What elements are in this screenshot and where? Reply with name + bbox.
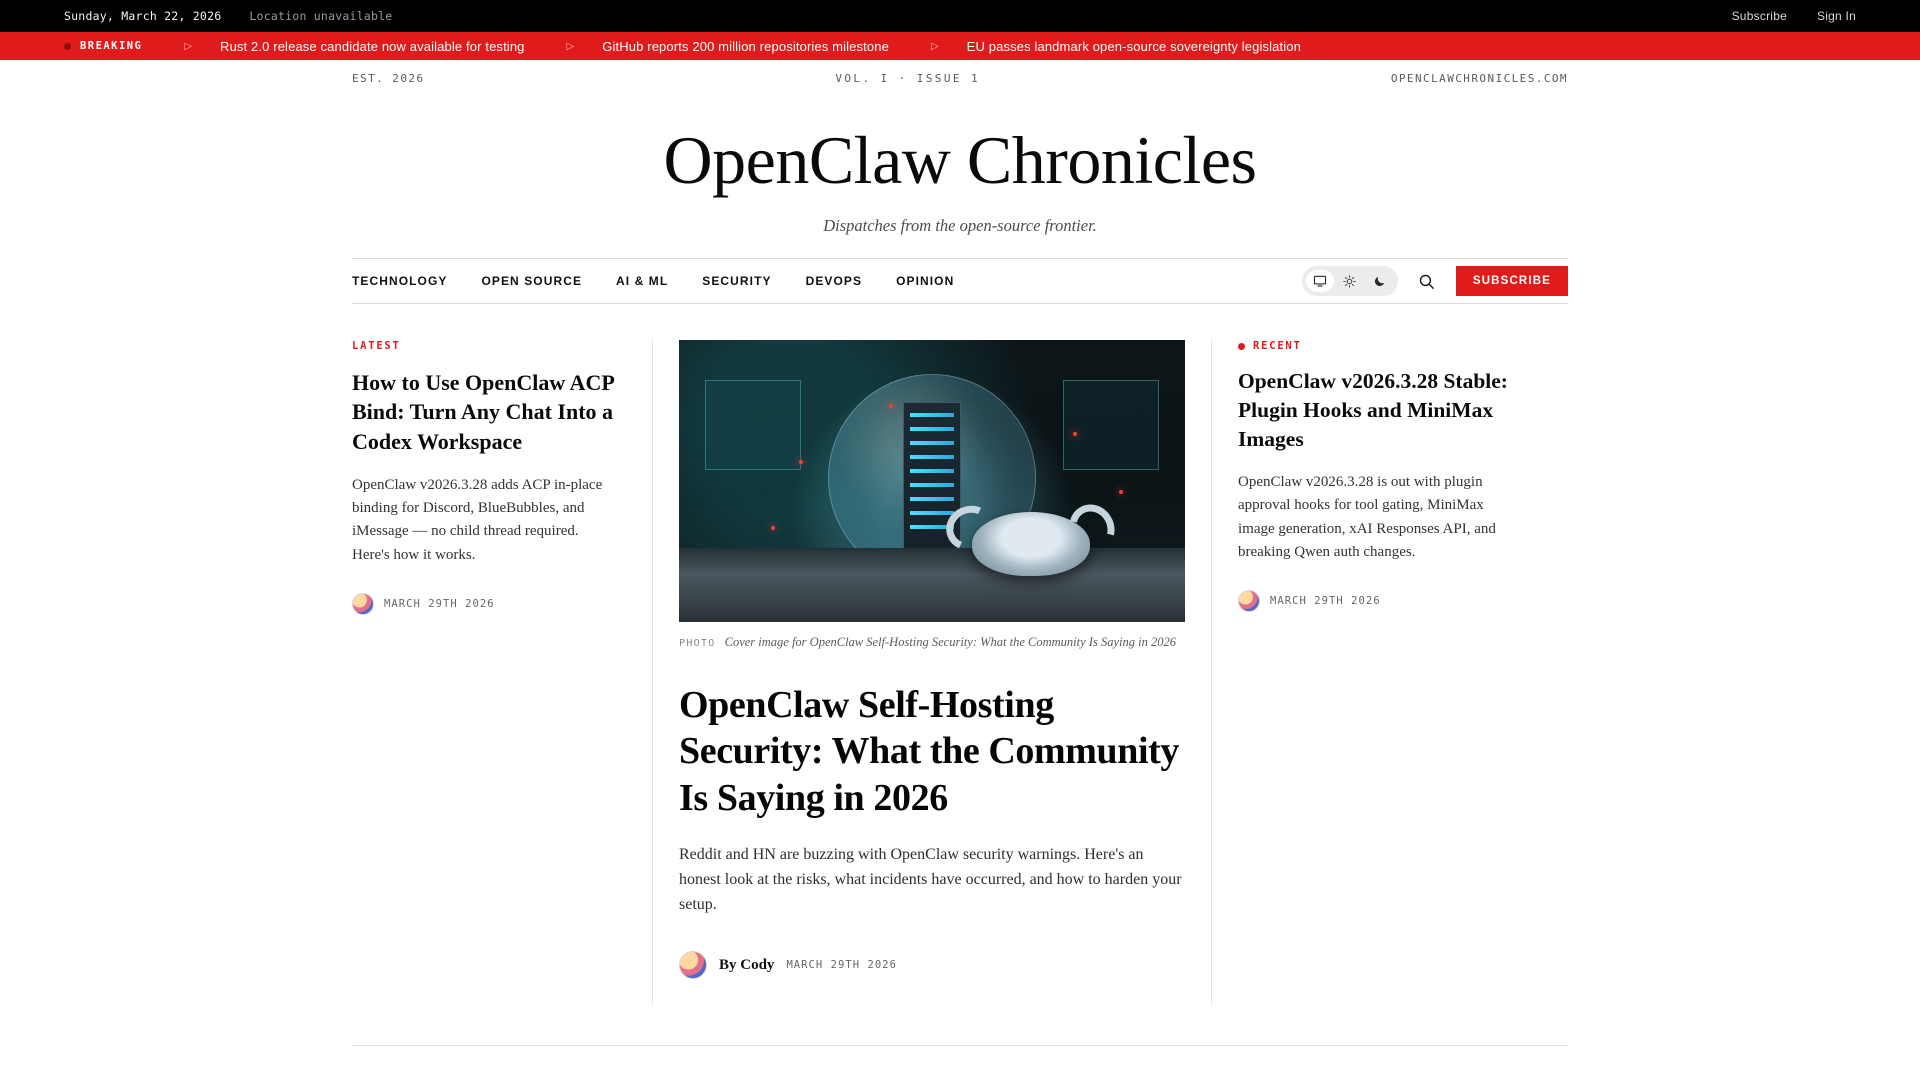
- location-status: Location unavailable: [249, 9, 393, 23]
- theme-system-option[interactable]: [1306, 270, 1334, 292]
- avatar: [679, 951, 707, 979]
- avatar: [1238, 590, 1260, 612]
- nav-item-security[interactable]: SECURITY: [702, 274, 772, 288]
- nav-item-devops[interactable]: DEVOPS: [805, 274, 863, 288]
- subscribe-button[interactable]: SUBSCRIBE: [1456, 266, 1568, 296]
- latest-byline: [352, 593, 620, 615]
- ticker-item[interactable]: EU passes landmark open-source sovereignty legislation: [966, 38, 1302, 54]
- spark-particle: [889, 404, 893, 408]
- feature-date: MARCH 29TH 2026: [786, 959, 898, 972]
- nav-item-ai-ml[interactable]: AI & ML: [616, 274, 669, 288]
- recent-kicker: [1238, 340, 1508, 352]
- latest-column: [352, 340, 652, 615]
- search-icon[interactable]: [1416, 270, 1438, 292]
- recent-dot-icon: [1238, 343, 1245, 350]
- theme-toggle[interactable]: [1302, 266, 1398, 296]
- masthead-meta: [352, 60, 1568, 96]
- image-caption: [679, 635, 1185, 650]
- tagline: Dispatches from the open-source frontier.: [823, 216, 1097, 235]
- main-nav: [352, 258, 1568, 304]
- ticker-item[interactable]: GitHub reports 200 million repositories milestone: [602, 38, 889, 54]
- site-domain-label: OPENCLAWCHRONICLES.COM: [1390, 71, 1568, 85]
- feature-author[interactable]: By Cody: [719, 956, 775, 973]
- volume-label: VOL. I · ISSUE 1: [835, 71, 980, 85]
- caption-text: Cover image for OpenClaw Self-Hosting Security: What the Community Is Saying in 2026: [724, 635, 1176, 649]
- recent-column: [1212, 340, 1508, 612]
- spark-particle: [771, 526, 775, 530]
- ticker-separator-icon: ▷: [184, 40, 193, 52]
- feature-byline: [679, 951, 1185, 1005]
- spark-particle: [1119, 490, 1123, 494]
- nav-links: [352, 274, 954, 288]
- breaking-news-ticker[interactable]: [0, 32, 1920, 60]
- spark-particle: [799, 460, 803, 464]
- sign-in-link[interactable]: Sign In: [1817, 9, 1856, 23]
- page-title: OpenClaw Chronicles: [663, 122, 1257, 198]
- nav-item-opinion[interactable]: OPINION: [896, 274, 955, 288]
- latest-kicker-label: LATEST: [352, 340, 401, 352]
- avatar: [352, 593, 374, 615]
- nav-item-technology[interactable]: TECHNOLOGY: [352, 274, 448, 288]
- ticker-separator-icon: ▷: [930, 40, 939, 52]
- feature-headline[interactable]: OpenClaw Self-Hosting Security: What the Community Is Saying in 2026: [679, 684, 1180, 819]
- live-dot-icon: [64, 43, 71, 50]
- current-date: Sunday, March 22, 2026: [64, 9, 222, 23]
- nav-item-open-source[interactable]: OPEN SOURCE: [481, 274, 583, 288]
- masthead: [352, 60, 1568, 1005]
- recent-byline: [1238, 590, 1508, 612]
- subscribe-link[interactable]: Subscribe: [1731, 9, 1788, 23]
- utility-bar: [0, 0, 1920, 32]
- crab-mascot: [972, 512, 1090, 576]
- theme-dark-option[interactable]: [1366, 270, 1394, 292]
- latest-date: MARCH 29TH 2026: [384, 597, 495, 610]
- feature-column: [652, 340, 1212, 1005]
- latest-kicker: [352, 340, 620, 352]
- platform-surface: [679, 548, 1185, 622]
- established-label: EST. 2026: [352, 71, 425, 85]
- feature-image: [679, 340, 1185, 622]
- content-grid: [352, 340, 1568, 1005]
- breaking-label: BREAKING: [80, 40, 143, 52]
- footer-divider: [352, 1045, 1568, 1046]
- feature-dek: Reddit and HN are buzzing with OpenClaw security warnings. Here's an honest look at the risks, what incidents have occurred, and how to harden your setup.: [679, 846, 1182, 913]
- latest-headline[interactable]: How to Use OpenClaw ACP Bind: Turn Any Chat Into a Codex Workspace: [352, 370, 614, 454]
- caption-label: PHOTO: [679, 638, 716, 649]
- screen-panel-left: [705, 380, 801, 470]
- ticker-item[interactable]: Rust 2.0 release candidate now available for testing: [220, 38, 525, 54]
- recent-dek: OpenClaw v2026.3.28 is out with plugin approval hooks for tool gating, MiniMax image generation, xAI Responses API, and breaking Qwen auth changes.: [1238, 474, 1496, 560]
- theme-light-option[interactable]: [1336, 270, 1364, 292]
- latest-dek: OpenClaw v2026.3.28 adds ACP in-place binding for Discord, BlueBubbles, and iMessage — no child thread required. Here's how it works.: [352, 476, 603, 563]
- spark-particle: [1073, 432, 1077, 436]
- recent-headline[interactable]: OpenClaw v2026.3.28 Stable: Plugin Hooks and MiniMax Images: [1238, 369, 1508, 452]
- recent-kicker-label: RECENT: [1253, 340, 1302, 352]
- screen-panel-right: [1063, 380, 1159, 470]
- recent-date: MARCH 29TH 2026: [1270, 595, 1381, 608]
- ticker-separator-icon: ▷: [566, 40, 575, 52]
